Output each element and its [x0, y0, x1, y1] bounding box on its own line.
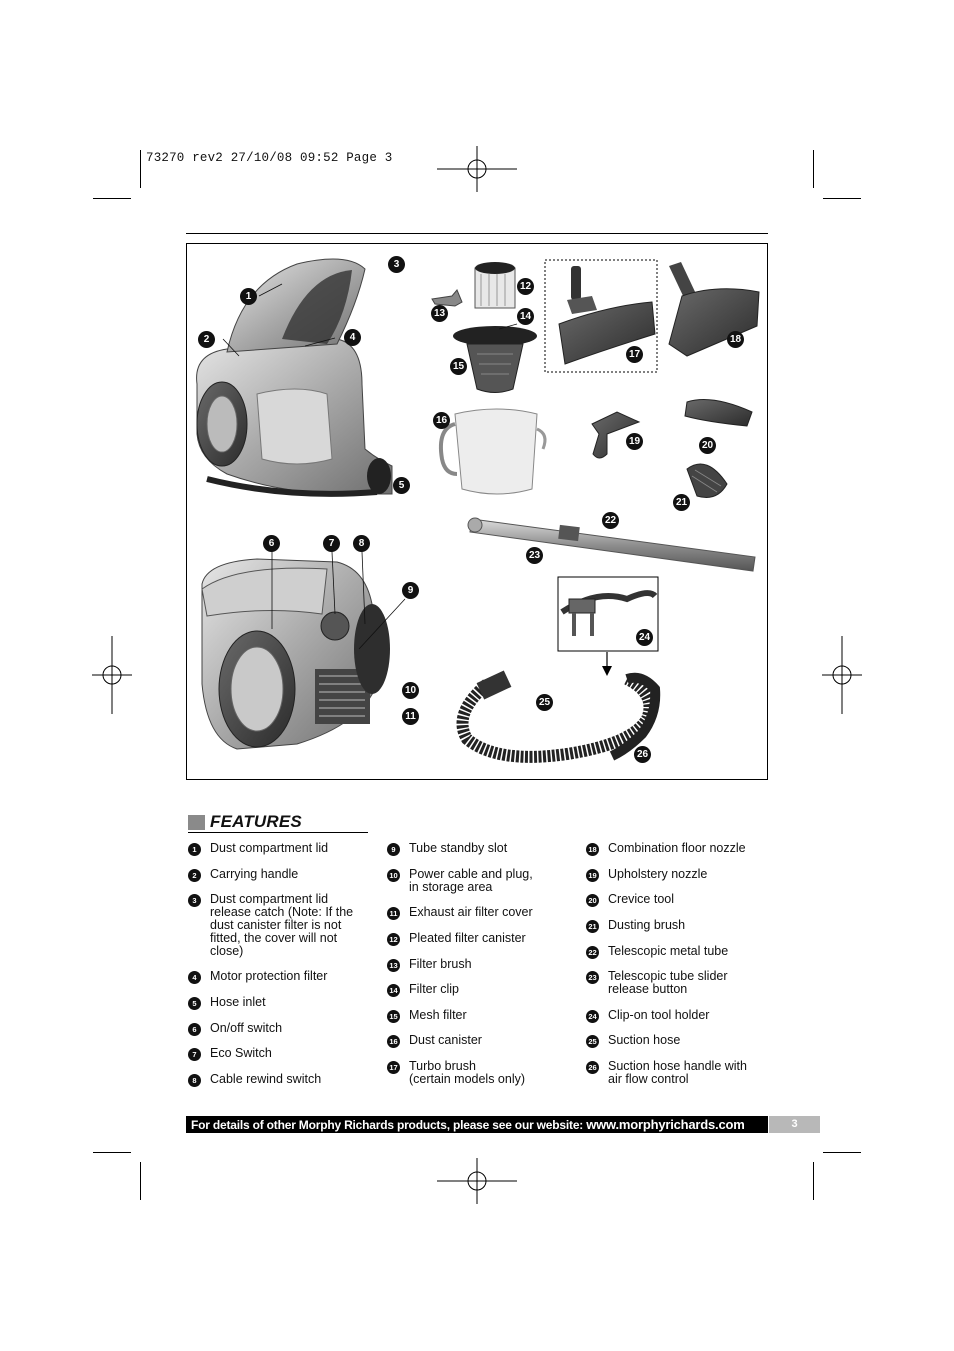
feature-label: Exhaust air filter cover — [409, 905, 533, 919]
callout-1: 1 — [240, 288, 257, 305]
feature-label: Dust compartment lid — [210, 841, 329, 855]
feature-item — [387, 1009, 599, 1022]
crop-mark — [823, 1152, 861, 1153]
dusting-brush-icon — [687, 464, 727, 498]
feature-item — [188, 868, 400, 881]
callout-10: 10 — [402, 682, 419, 699]
features-heading — [188, 812, 368, 833]
feature-item — [188, 996, 400, 1009]
callout-22: 22 — [602, 512, 619, 529]
feature-item — [188, 1047, 400, 1060]
feature-number-badge: 2 — [188, 869, 201, 882]
feature-label: Suction hose — [608, 1033, 681, 1047]
dust-canister-icon — [441, 409, 545, 494]
callout-5: 5 — [393, 477, 410, 494]
feature-label: Pleated filter canister — [409, 931, 526, 945]
feature-item — [387, 932, 599, 945]
callout-21: 21 — [673, 494, 690, 511]
footer-text: For details of other Morphy Richards products, please see our website: — [191, 1118, 587, 1132]
feature-label: Motor protection filter — [210, 969, 328, 983]
mesh-filter-icon — [453, 326, 537, 393]
page-number: 3 — [769, 1116, 820, 1133]
feature-item — [586, 842, 798, 855]
feature-item — [586, 970, 798, 996]
crop-mark — [813, 1162, 814, 1200]
feature-label: Power cable and plug, in storage area — [409, 867, 533, 894]
feature-label: Mesh filter — [409, 1008, 467, 1022]
feature-item — [387, 868, 599, 894]
website-link[interactable]: www.morphyrichards.com — [586, 1117, 745, 1132]
feature-item — [586, 893, 798, 906]
feature-number-badge: 8 — [188, 1074, 201, 1087]
feature-item — [586, 1009, 798, 1022]
heading-square-icon — [188, 815, 205, 830]
feature-number-badge: 16 — [387, 1035, 400, 1048]
callout-6: 6 — [263, 535, 280, 552]
feature-number-badge: 20 — [586, 894, 599, 907]
callout-14: 14 — [517, 308, 534, 325]
feature-label: Turbo brush (certain models only) — [409, 1059, 526, 1086]
feature-label: Tube standby slot — [409, 841, 508, 855]
crop-mark — [813, 150, 814, 188]
feature-label: Filter brush — [409, 957, 472, 971]
vacuum-parts-illustration — [187, 244, 769, 781]
pleated-filter-icon — [475, 262, 515, 308]
callout-15: 15 — [450, 358, 467, 375]
registration-mark-icon — [437, 1158, 517, 1204]
vacuum-open-lid-icon — [197, 259, 392, 494]
feature-number-badge: 3 — [188, 894, 201, 907]
feature-item — [387, 906, 599, 919]
feature-number-badge: 10 — [387, 869, 400, 882]
feature-label: Crevice tool — [608, 892, 674, 906]
feature-label: Dust compartment lid release catch (Note: If the dust canister filter is not fitted, the cover will not close) — [210, 892, 354, 958]
feature-label: Eco Switch — [210, 1046, 272, 1060]
footer-banner — [186, 1116, 768, 1133]
combination-nozzle-icon — [669, 262, 759, 356]
callout-2: 2 — [198, 331, 215, 348]
features-title: FEATURES — [210, 812, 302, 831]
feature-item — [188, 970, 400, 983]
callout-12: 12 — [517, 278, 534, 295]
feature-label: Cable rewind switch — [210, 1072, 322, 1086]
callout-19: 19 — [626, 433, 643, 450]
callout-9: 9 — [402, 582, 419, 599]
feature-item — [586, 1034, 798, 1047]
feature-label: Dusting brush — [608, 918, 686, 932]
feature-label: On/off switch — [210, 1021, 283, 1035]
feature-number-badge: 22 — [586, 946, 599, 959]
feature-label: Telescopic metal tube — [608, 944, 729, 958]
feature-number-badge: 7 — [188, 1048, 201, 1061]
feature-label: Upholstery nozzle — [608, 867, 708, 881]
crop-mark — [140, 150, 141, 188]
registration-mark-icon — [92, 636, 132, 714]
registration-mark-icon — [437, 146, 517, 192]
feature-number-badge: 24 — [586, 1010, 599, 1023]
feature-number-badge: 17 — [387, 1061, 400, 1074]
feature-number-badge: 18 — [586, 843, 599, 856]
feature-number-badge: 12 — [387, 933, 400, 946]
feature-label: Filter clip — [409, 982, 460, 996]
feature-number-badge: 5 — [188, 997, 201, 1010]
feature-item — [387, 842, 599, 855]
vacuum-closed-icon — [202, 559, 390, 749]
feature-item — [586, 945, 798, 958]
registration-mark-icon — [822, 636, 862, 714]
feature-item — [188, 1073, 400, 1086]
feature-number-badge: 26 — [586, 1061, 599, 1074]
feature-item — [188, 842, 400, 855]
feature-number-badge: 4 — [188, 971, 201, 984]
callout-7: 7 — [323, 535, 340, 552]
feature-label: Carrying handle — [210, 867, 299, 881]
crop-mark — [140, 1162, 141, 1200]
print-slug: 73270 rev2 27/10/08 09:52 Page 3 — [146, 151, 393, 165]
feature-item — [387, 1034, 599, 1047]
feature-item — [387, 958, 599, 971]
callout-24: 24 — [636, 629, 653, 646]
feature-item — [586, 919, 798, 932]
feature-item — [387, 1060, 599, 1086]
feature-label: Hose inlet — [210, 995, 266, 1009]
feature-label: Dust canister — [409, 1033, 482, 1047]
feature-number-badge: 9 — [387, 843, 400, 856]
feature-number-badge: 25 — [586, 1035, 599, 1048]
callout-26: 26 — [634, 746, 651, 763]
crop-mark — [93, 198, 131, 199]
feature-item — [188, 1022, 400, 1035]
feature-number-badge: 19 — [586, 869, 599, 882]
feature-number-badge: 6 — [188, 1023, 201, 1036]
callout-8: 8 — [353, 535, 370, 552]
feature-number-badge: 21 — [586, 920, 599, 933]
feature-label: Telescopic tube slider release button — [608, 969, 728, 996]
filter-brush-icon — [432, 290, 462, 306]
product-illustration — [186, 243, 768, 780]
feature-number-badge: 15 — [387, 1010, 400, 1023]
header-rule — [186, 233, 768, 234]
feature-item — [188, 893, 400, 958]
callout-20: 20 — [699, 437, 716, 454]
callout-4: 4 — [344, 329, 361, 346]
crop-mark — [823, 198, 861, 199]
feature-number-badge: 23 — [586, 971, 599, 984]
feature-item — [586, 868, 798, 881]
feature-item — [586, 1060, 798, 1086]
feature-label: Combination floor nozzle — [608, 841, 746, 855]
feature-label: Suction hose handle with air flow control — [608, 1059, 747, 1086]
callout-16: 16 — [433, 412, 450, 429]
suction-hose-icon — [463, 671, 656, 757]
callout-25: 25 — [536, 694, 553, 711]
crevice-tool-icon — [685, 400, 752, 426]
feature-number-badge: 13 — [387, 959, 400, 972]
callout-23: 23 — [526, 547, 543, 564]
feature-number-badge: 1 — [188, 843, 201, 856]
callout-3: 3 — [388, 256, 405, 273]
callout-11: 11 — [402, 708, 419, 725]
callout-13: 13 — [431, 305, 448, 322]
feature-number-badge: 11 — [387, 907, 400, 920]
feature-item — [387, 983, 599, 996]
callout-18: 18 — [727, 331, 744, 348]
callout-17: 17 — [626, 346, 643, 363]
feature-label: Clip-on tool holder — [608, 1008, 710, 1022]
crop-mark — [93, 1152, 131, 1153]
feature-number-badge: 14 — [387, 984, 400, 997]
